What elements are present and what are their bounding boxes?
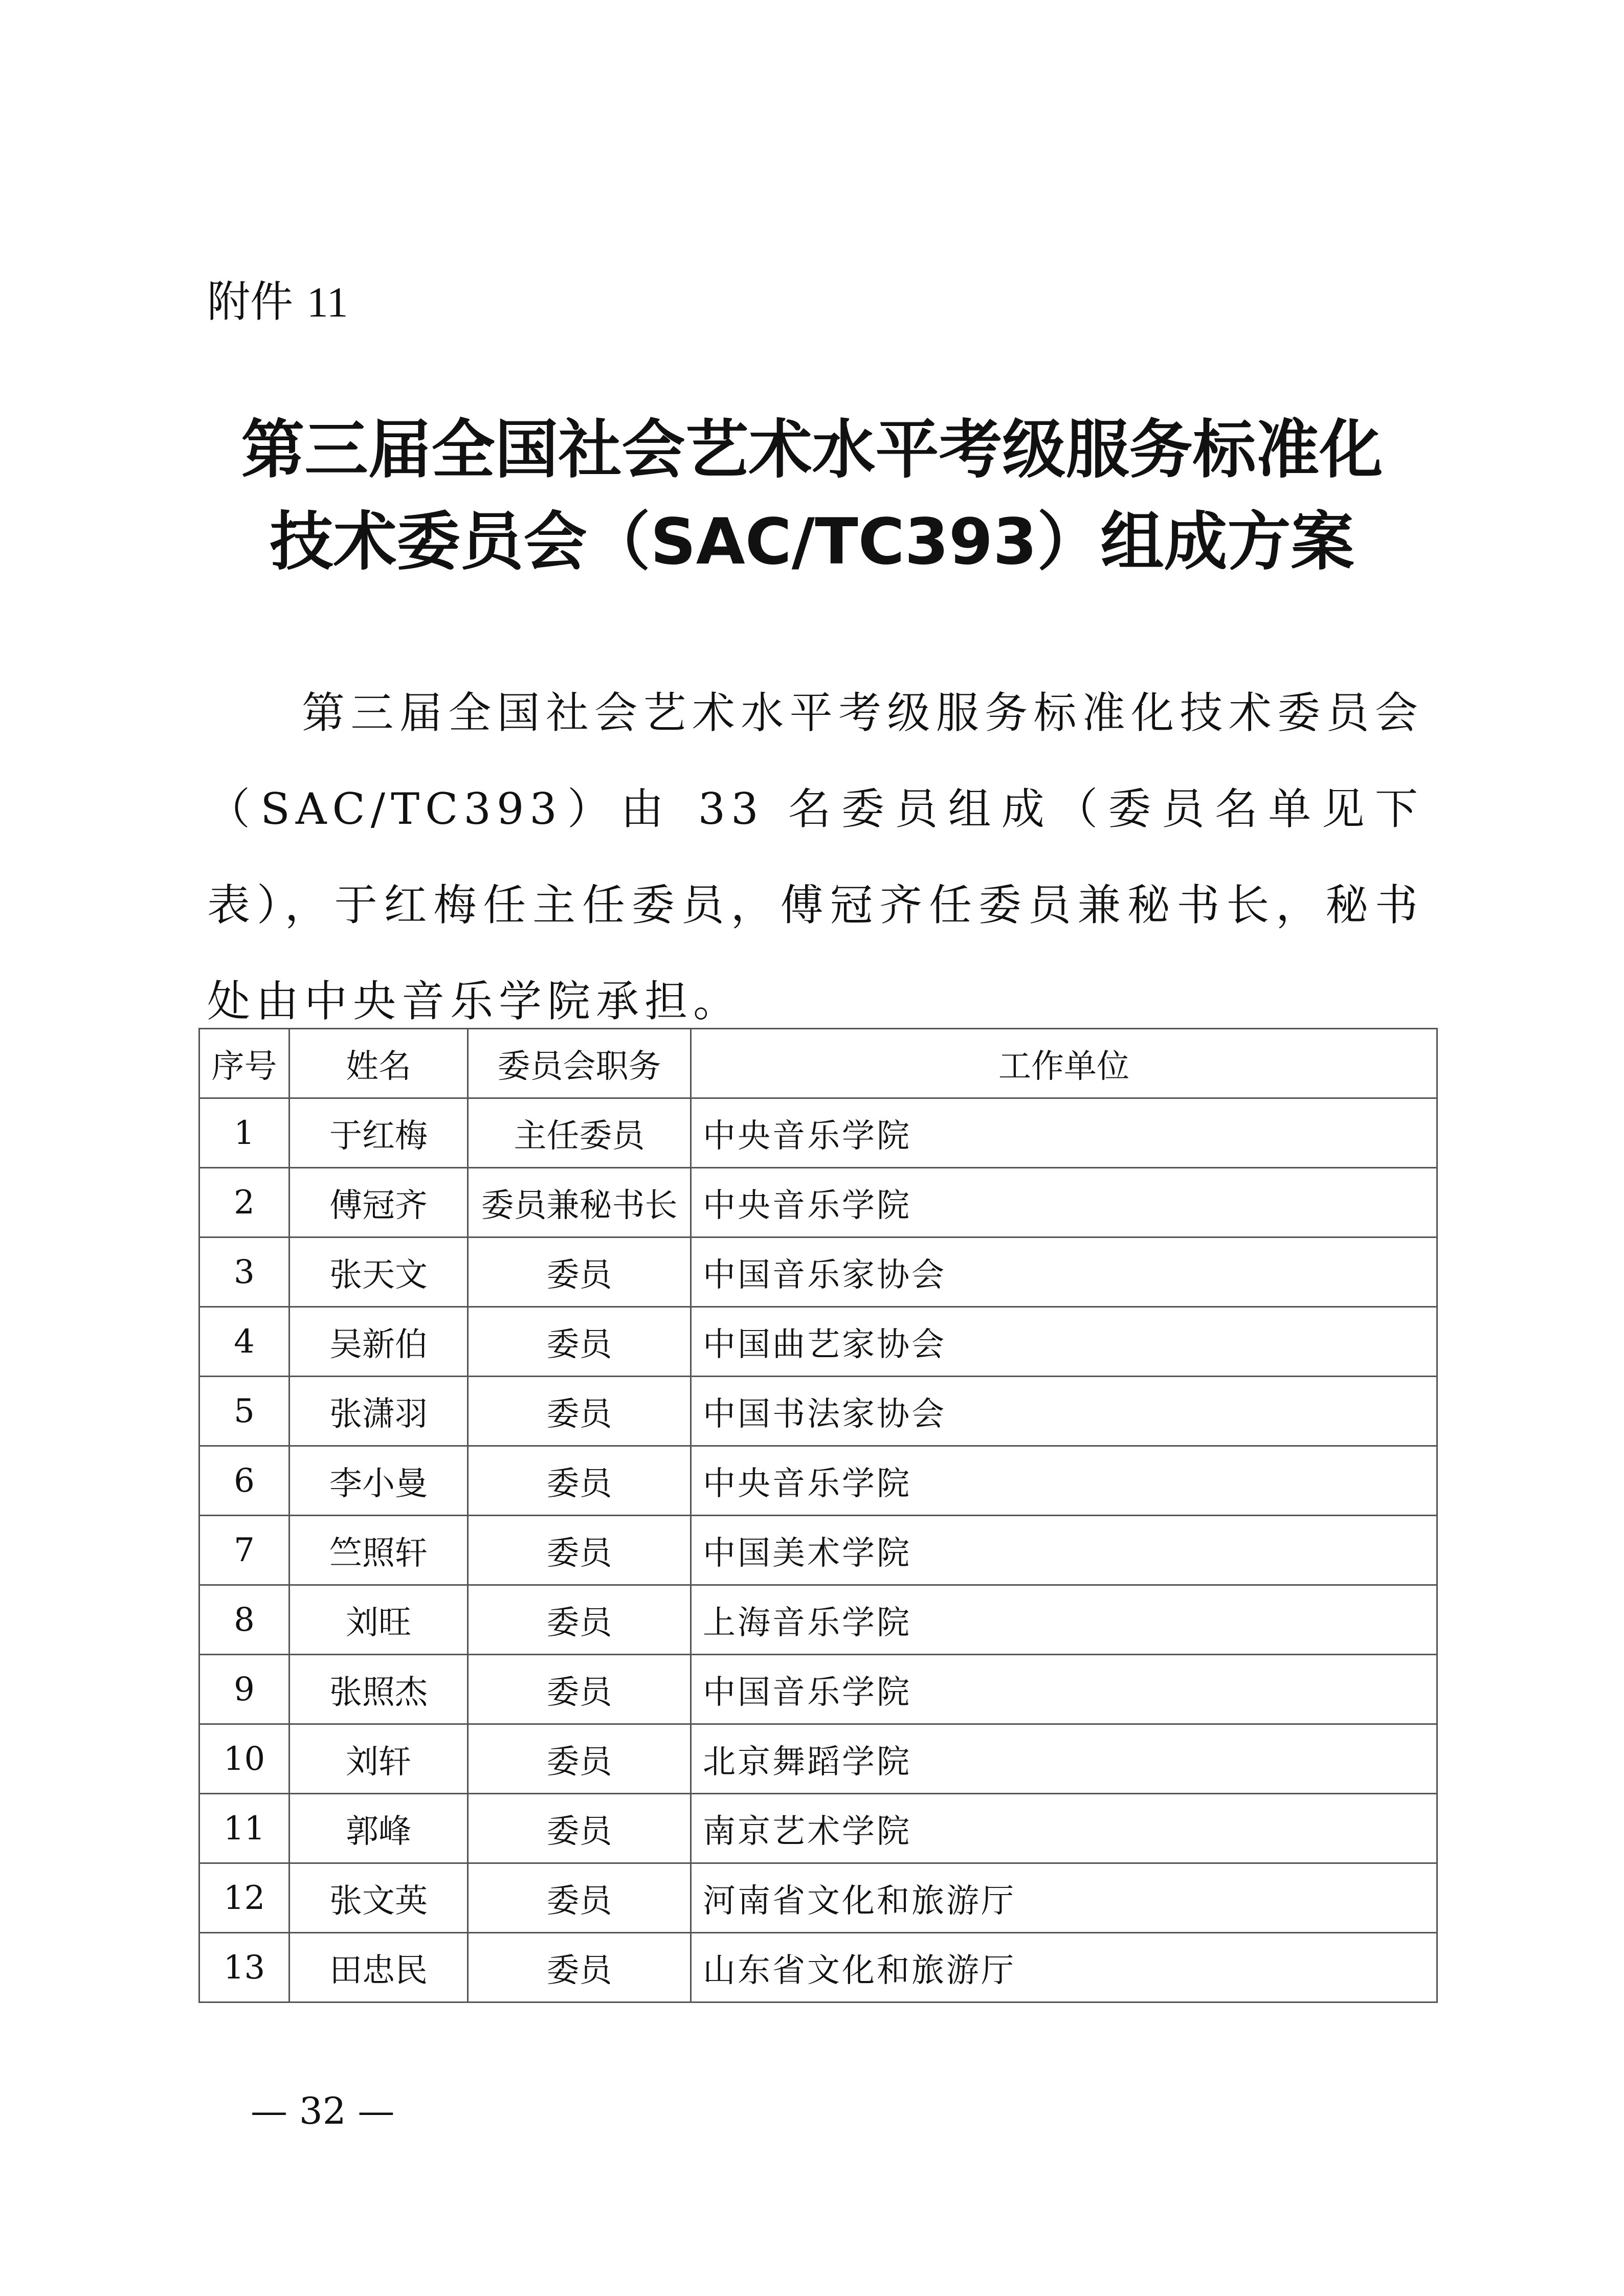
cell-index: 4 xyxy=(199,1307,290,1377)
cell-position: 委员 xyxy=(468,1237,691,1307)
cell-unit: 中国曲艺家协会 xyxy=(691,1307,1437,1377)
members-table xyxy=(198,1028,1438,2003)
cell-index: 2 xyxy=(199,1168,290,1237)
header-unit: 工作单位 xyxy=(691,1029,1437,1098)
cell-name: 张天文 xyxy=(290,1237,468,1307)
cell-index: 6 xyxy=(199,1446,290,1516)
table-row xyxy=(199,1098,1437,1168)
cell-name: 刘轩 xyxy=(290,1724,468,1794)
cell-index: 10 xyxy=(199,1724,290,1794)
table-row xyxy=(199,1446,1437,1516)
table-row xyxy=(199,1794,1437,1863)
table-row xyxy=(199,1237,1437,1307)
cell-index: 7 xyxy=(199,1516,290,1585)
cell-position: 委员 xyxy=(468,1933,691,2002)
cell-position: 委员 xyxy=(468,1307,691,1377)
cell-position: 委员 xyxy=(468,1655,691,1724)
table-row xyxy=(199,1516,1437,1585)
header-name: 姓名 xyxy=(290,1029,468,1098)
table-row xyxy=(199,1724,1437,1794)
cell-position: 委员 xyxy=(468,1585,691,1655)
cell-unit: 山东省文化和旅游厅 xyxy=(691,1933,1437,2002)
attachment-number: 11 xyxy=(306,279,348,326)
cell-unit: 南京艺术学院 xyxy=(691,1794,1437,1863)
cell-position: 委员兼秘书长 xyxy=(468,1168,691,1237)
attachment-label-text: 附件 xyxy=(207,277,294,327)
table-row xyxy=(199,1307,1437,1377)
cell-index: 11 xyxy=(199,1794,290,1863)
cell-unit: 中央音乐学院 xyxy=(691,1098,1437,1168)
cell-unit: 北京舞蹈学院 xyxy=(691,1724,1437,1794)
table-row xyxy=(199,1863,1437,1933)
cell-name: 于红梅 xyxy=(290,1098,468,1168)
cell-index: 13 xyxy=(199,1933,290,2002)
table-row xyxy=(199,1933,1437,2002)
cell-index: 8 xyxy=(199,1585,290,1655)
document-title-line-1: 第三届全国社会艺术水平考级服务标准化 xyxy=(241,413,1383,487)
cell-index: 3 xyxy=(199,1237,290,1307)
cell-position: 委员 xyxy=(468,1724,691,1794)
cell-position: 委员 xyxy=(468,1794,691,1863)
cell-unit: 中央音乐学院 xyxy=(691,1446,1437,1516)
cell-name: 刘旺 xyxy=(290,1585,468,1655)
intro-paragraph: 第三届全国社会艺术水平考级服务标准化技术委员会（SAC/TC393）由 33 名委员组成（委员名单见下表），于红梅任主任委员，傅冠齐任委员兼秘书长，秘书处由中央音乐学院承担。 xyxy=(207,688,1423,1026)
cell-index: 1 xyxy=(199,1098,290,1168)
cell-index: 9 xyxy=(199,1655,290,1724)
table-header-row xyxy=(199,1029,1437,1098)
cell-name: 张潇羽 xyxy=(290,1377,468,1446)
cell-unit: 中央音乐学院 xyxy=(691,1168,1437,1237)
cell-name: 张文英 xyxy=(290,1863,468,1933)
cell-unit: 中国书法家协会 xyxy=(691,1377,1437,1446)
cell-name: 竺照轩 xyxy=(290,1516,468,1585)
table-row xyxy=(199,1655,1437,1724)
document-title-line-2: 技术委员会（SAC/TC393）组成方案 xyxy=(270,505,1354,579)
cell-position: 委员 xyxy=(468,1863,691,1933)
cell-name: 张照杰 xyxy=(290,1655,468,1724)
cell-index: 5 xyxy=(199,1377,290,1446)
table-row xyxy=(199,1585,1437,1655)
page-number: — 32 — xyxy=(251,2089,395,2132)
cell-unit: 上海音乐学院 xyxy=(691,1585,1437,1655)
cell-unit: 中国音乐家协会 xyxy=(691,1237,1437,1307)
cell-index: 12 xyxy=(199,1863,290,1933)
cell-name: 傅冠齐 xyxy=(290,1168,468,1237)
cell-position: 委员 xyxy=(468,1446,691,1516)
cell-unit: 河南省文化和旅游厅 xyxy=(691,1863,1437,1933)
cell-position: 委员 xyxy=(468,1516,691,1585)
cell-name: 李小曼 xyxy=(290,1446,468,1516)
cell-name: 田忠民 xyxy=(290,1933,468,2002)
cell-name: 郭峰 xyxy=(290,1794,468,1863)
cell-position: 委员 xyxy=(468,1377,691,1446)
table-row xyxy=(199,1377,1437,1446)
cell-unit: 中国音乐学院 xyxy=(691,1655,1437,1724)
table-body xyxy=(199,1098,1437,2002)
attachment-label xyxy=(207,274,348,331)
cell-name: 吴新伯 xyxy=(290,1307,468,1377)
cell-position: 主任委员 xyxy=(468,1098,691,1168)
table-row xyxy=(199,1168,1437,1237)
header-index: 序号 xyxy=(199,1029,290,1098)
cell-unit: 中国美术学院 xyxy=(691,1516,1437,1585)
header-position: 委员会职务 xyxy=(468,1029,691,1098)
